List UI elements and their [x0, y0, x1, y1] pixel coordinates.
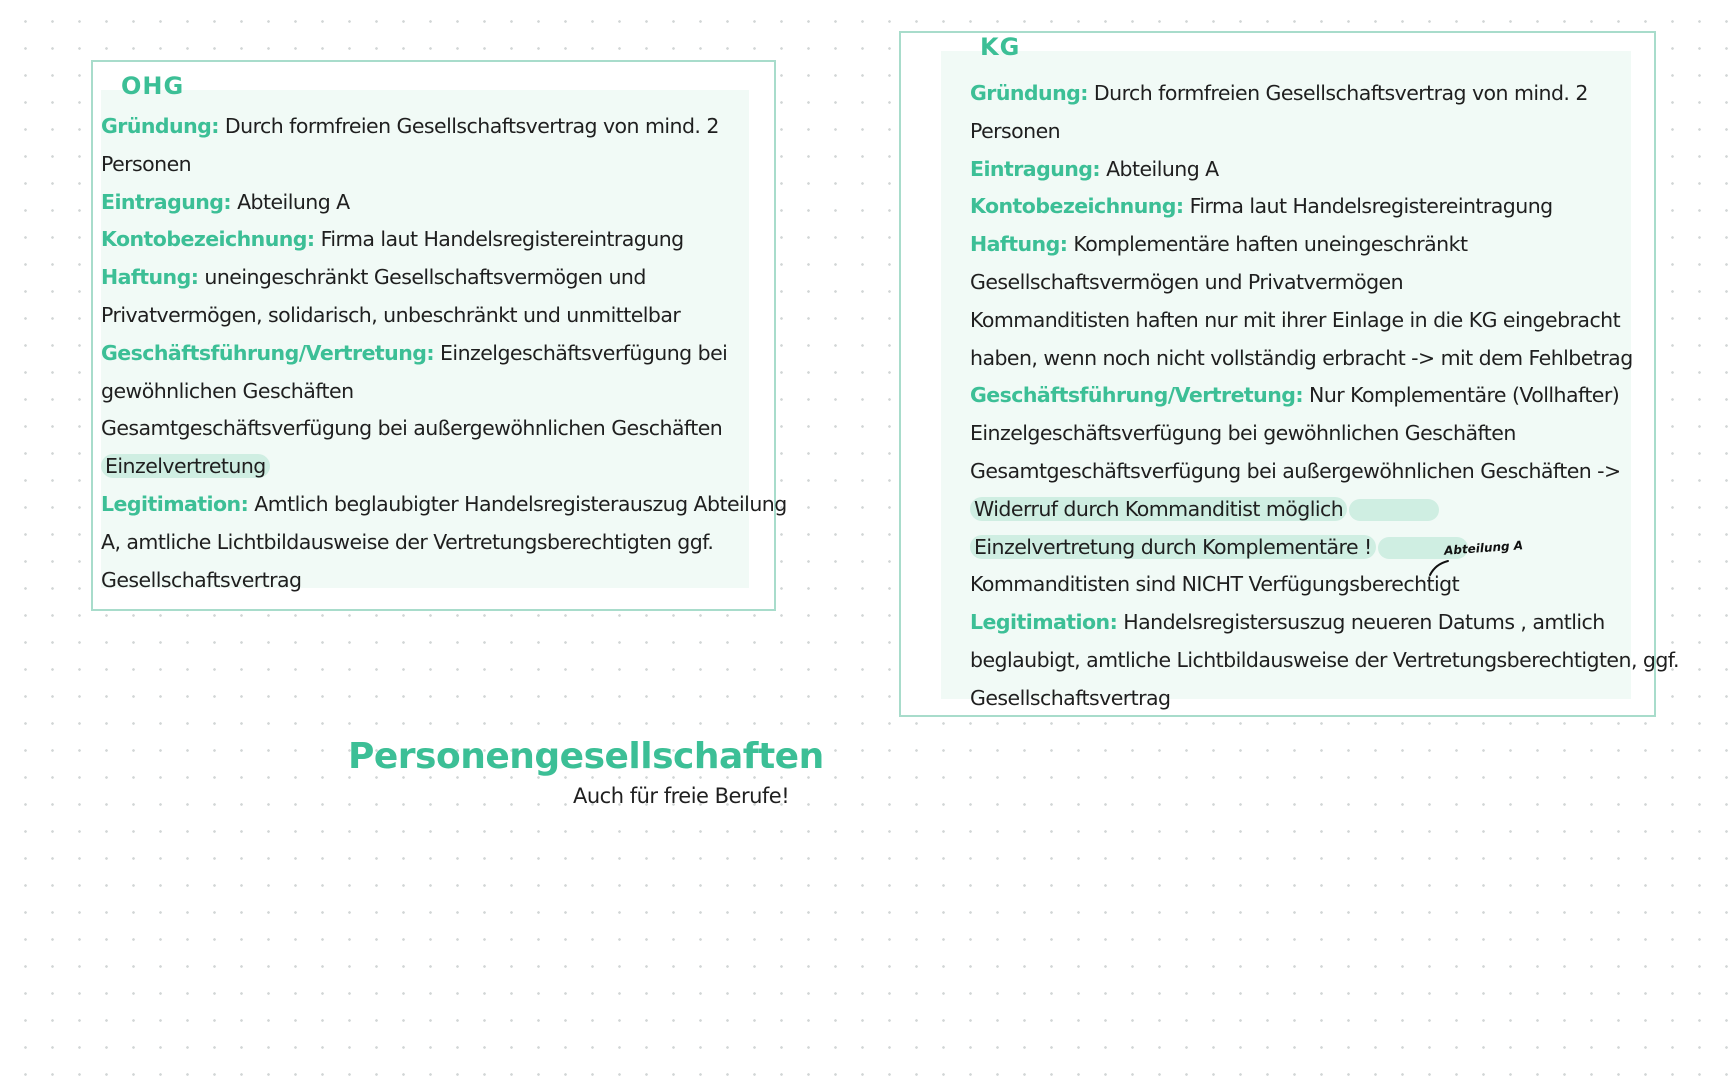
handwritten-annotation: [1428, 538, 1538, 581]
kg-line-widerruf: [970, 491, 1679, 529]
kg-card: [899, 31, 1679, 717]
ohg-label-legitimation: Legitimation:: [101, 491, 249, 516]
kg-text-einzelgeschaeft: Einzelgeschäftsverfügung bei gewöhnlichen Geschäften: [970, 421, 1516, 446]
ohg-line-gruendung-cont: [101, 146, 787, 184]
kg-text-kommanditisten-verfuegung: Kommanditisten sind NICHT Verfügungsberechtigt: [970, 572, 1460, 597]
page-subtitle: Auch für freie Berufe!: [573, 784, 790, 808]
kg-line-gesamtgeschaeft: [970, 453, 1679, 491]
annotation-text: Abteilung A: [1443, 538, 1524, 558]
ohg-line-einzelvertretung: [101, 448, 787, 486]
ohg-text-gruendung-cont: Personen: [101, 151, 192, 176]
ohg-text-kontobezeichnung: Firma laut Handelsregistereintragung: [320, 227, 684, 252]
kg-text-gesamtgeschaeft: Gesamtgeschäftsverfügung bei außergewöhnlichen Geschäften ->: [970, 458, 1621, 483]
ohg-label-eintragung: Eintragung:: [101, 189, 232, 214]
ohg-line-gruendung: [101, 108, 787, 146]
ohg-line-legitimation: [101, 486, 787, 524]
kg-label-haftung: Haftung:: [970, 232, 1068, 257]
ohg-line-legitimation-end: [101, 562, 787, 600]
ohg-text-geschaeftsfuehrung: Einzelgeschäftsverfügung bei: [440, 340, 728, 365]
ohg-label-gruendung: Gründung:: [101, 114, 219, 138]
kg-line-haftung-cont: [970, 264, 1679, 302]
kg-text-geschaeftsfuehrung: Nur Komplementäre (Vollhafter): [1309, 383, 1620, 408]
kg-line-eintragung: [970, 151, 1679, 189]
kg-text-legitimation: Handelsregistersuszug neueren Datums , amtlich: [1123, 610, 1605, 635]
ohg-text-legitimation: Amtlich beglaubigter Handelsregisterauszug Abteilung: [254, 491, 787, 516]
kg-highlight-widerruf-tail: [1349, 499, 1439, 521]
ohg-text-haftung: uneingeschränkt Gesellschaftsvermögen und: [204, 265, 646, 290]
ohg-line-geschaeftsfuehrung: [101, 335, 787, 373]
kg-text-haftung-cont: Gesellschaftsvermögen und Privatvermögen: [970, 269, 1404, 294]
kg-label-gruendung: Gründung:: [970, 81, 1088, 105]
kg-text-einzelvertretung: Einzelvertretung durch Komplementäre !: [970, 535, 1376, 559]
kg-line-haftung: [970, 226, 1679, 264]
kg-line-einzelvertretung: [970, 529, 1679, 567]
ohg-text-legitimation-cont: A, amtliche Lichtbildausweise der Vertretungsberechtigten ggf.: [101, 529, 714, 554]
ohg-label-kontobezeichnung: Kontobezeichnung:: [101, 227, 315, 252]
page-title: Personengesellschaften: [348, 736, 824, 777]
ohg-text-eintragung: Abteilung A: [237, 189, 350, 214]
kg-line-legitimation-cont: [970, 642, 1679, 680]
kg-line-geschaeftsfuehrung: [970, 377, 1679, 415]
ohg-line-legitimation-cont: [101, 524, 787, 562]
kg-line-fehlbetrag: [970, 340, 1679, 378]
kg-text-gruendung-cont: Personen: [970, 118, 1061, 143]
kg-title: KG: [980, 33, 1021, 61]
ohg-label-haftung: Haftung:: [101, 265, 199, 290]
kg-text-legitimation-end: Gesellschaftsvertrag: [970, 685, 1171, 710]
kg-text-kommanditisten-haftung: Kommanditisten haften nur mit ihrer Einlage in die KG eingebracht: [970, 307, 1621, 332]
kg-text-eintragung: Abteilung A: [1106, 156, 1219, 181]
kg-line-legitimation-end: [970, 680, 1679, 718]
ohg-line-haftung-cont: [101, 297, 787, 335]
kg-line-gruendung: [970, 75, 1679, 113]
kg-line-kontobezeichnung: [970, 188, 1679, 226]
kg-line-kommanditisten-haftung: [970, 302, 1679, 340]
kg-lines: [970, 75, 1679, 718]
kg-label-legitimation: Legitimation:: [970, 610, 1118, 635]
ohg-line-geschaeftsfuehrung-cont: [101, 373, 787, 411]
ohg-line-eintragung: [101, 184, 787, 222]
ohg-line-kontobezeichnung: [101, 221, 787, 259]
kg-text-haftung: Komplementäre haften uneingeschränkt: [1073, 232, 1468, 257]
annotation-stroke-icon: [1428, 553, 1488, 593]
ohg-title: OHG: [121, 72, 185, 100]
kg-label-eintragung: Eintragung:: [970, 156, 1101, 181]
kg-text-legitimation-cont: beglaubigt, amtliche Lichtbildausweise der Vertretungsberechtigten, ggf.: [970, 647, 1679, 672]
kg-text-kontobezeichnung: Firma laut Handelsregistereintragung: [1189, 194, 1553, 219]
kg-line-gruendung-cont: [970, 113, 1679, 151]
ohg-text-einzelvertretung: Einzelvertretung: [101, 454, 270, 478]
ohg-text-gesamtgeschaeft: Gesamtgeschäftsverfügung bei außergewöhnlichen Geschäften: [101, 416, 723, 441]
ohg-text-haftung-cont: Privatvermögen, solidarisch, unbeschränkt und unmittelbar: [101, 302, 681, 327]
ohg-line-haftung: [101, 259, 787, 297]
kg-line-kommanditisten-verfuegung: [970, 566, 1679, 604]
ohg-card: [91, 60, 787, 611]
kg-label-geschaeftsfuehrung: Geschäftsführung/Vertretung:: [970, 383, 1304, 408]
ohg-line-gesamtgeschaeft: [101, 410, 787, 448]
ohg-text-gruendung: Durch formfreien Gesellschaftsvertrag von mind. 2: [224, 114, 719, 138]
kg-label-kontobezeichnung: Kontobezeichnung:: [970, 194, 1184, 219]
ohg-lines: [101, 108, 787, 599]
kg-text-fehlbetrag: haben, wenn noch nicht vollständig erbracht -> mit dem Fehlbetrag: [970, 345, 1633, 370]
kg-line-legitimation: [970, 604, 1679, 642]
kg-text-gruendung: Durch formfreien Gesellschaftsvertrag von mind. 2: [1093, 81, 1588, 105]
kg-line-einzelgeschaeft: [970, 415, 1679, 453]
ohg-text-geschaeftsfuehrung-cont: gewöhnlichen Geschäften: [101, 378, 354, 403]
ohg-text-legitimation-end: Gesellschaftsvertrag: [101, 567, 302, 592]
ohg-label-geschaeftsfuehrung: Geschäftsführung/Vertretung:: [101, 340, 435, 365]
kg-text-widerruf: Widerruf durch Kommanditist möglich: [970, 497, 1347, 521]
